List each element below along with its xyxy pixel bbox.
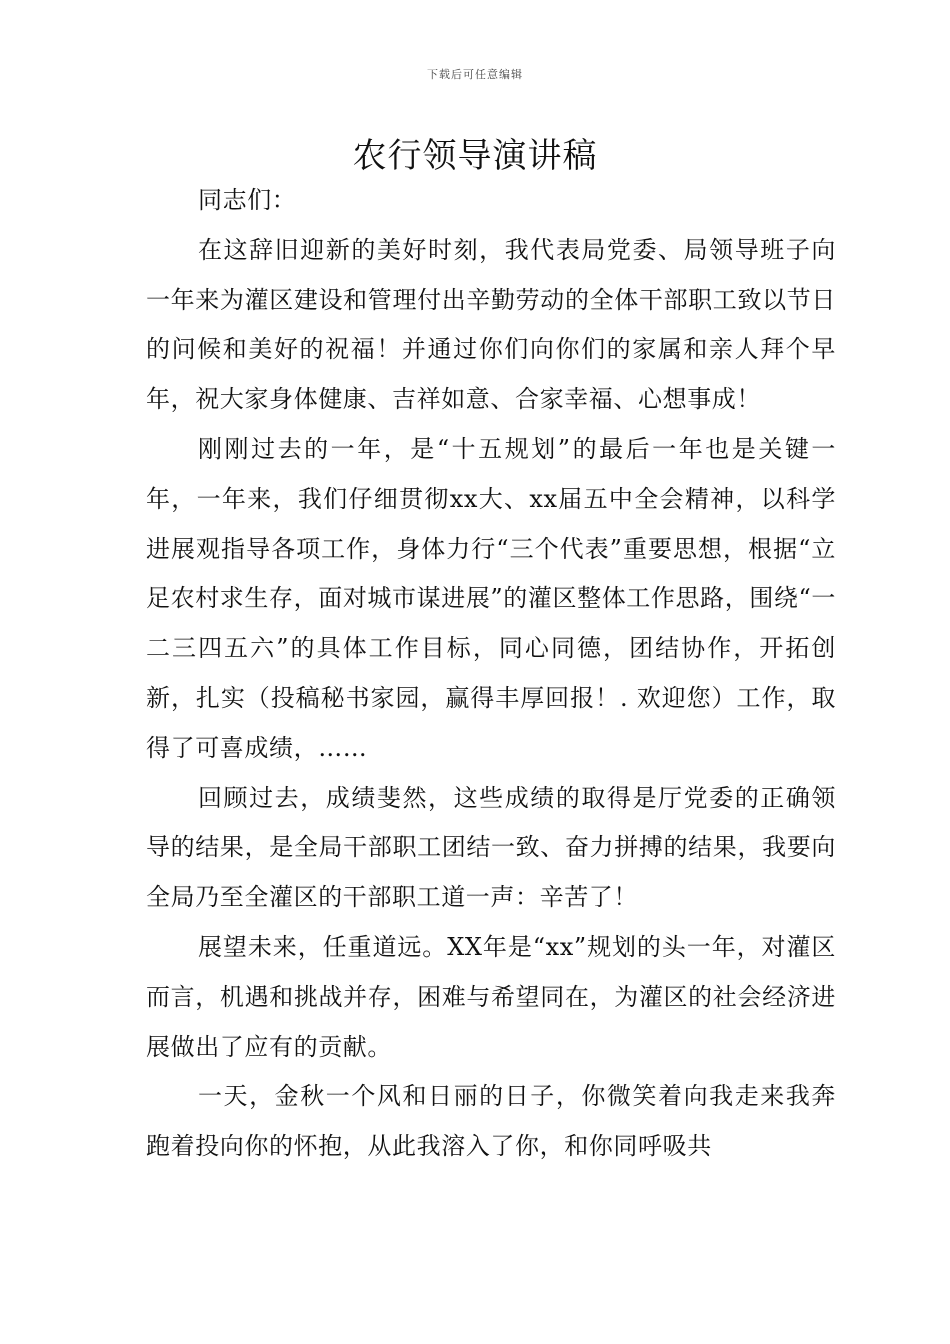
paragraph-greeting: 在这辞旧迎新的美好时刻，我代表局党委、局领导班子向一年来为灌区建设和管理付出辛勤劳动的全体干部职工致以节日的问候和美好的祝福！并通过你们向你们的家属和亲人拜个早年，祝大家身体健康、吉祥如意、合家幸福、心想事成！: [146, 235, 836, 414]
paragraph-outlook: 展望未来，任重道远。XX年是“xx”规划的头一年，对灌区而言，机遇和挑战并存，困难与希望同在，为灌区的社会经济进展做出了应有的贡献。: [146, 932, 836, 1061]
document-title: 农行领导演讲稿: [352, 136, 598, 176]
header-note: 下载后可任意编辑: [427, 68, 523, 81]
salutation: 同志们：: [198, 186, 297, 214]
document-body: [146, 176, 836, 1172]
paragraph-review-year: 刚刚过去的一年，是“十五规划”的最后一年也是关键一年，一年来，我们仔细贯彻xx大、xx届五中全会精神，以科学进展观指导各项工作，身体力行“三个代表”重要思想，根据“立足农村求生存，面对城市谋进展”的灌区整体工作思路，围绕“一二三四五六”的具体工作目标，同心同德，团结协作，开拓创新，扎实（投稿秘书家园，赢得丰厚回报！. 欢迎您）工作，取得了可喜成绩，……: [146, 434, 836, 762]
paragraph-autumn-day: 一天，金秋一个风和日丽的日子，你微笑着向我走来我奔跑着投向你的怀抱，从此我溶入了你，和你同呼吸共: [146, 1082, 836, 1161]
paragraph-achievements: 回顾过去，成绩斐然，这些成绩的取得是厅党委的正确领导的结果，是全局干部职工团结一致、奋力拼搏的结果，我要向全局乃至全灌区的干部职工道一声：辛苦了！: [146, 783, 836, 912]
